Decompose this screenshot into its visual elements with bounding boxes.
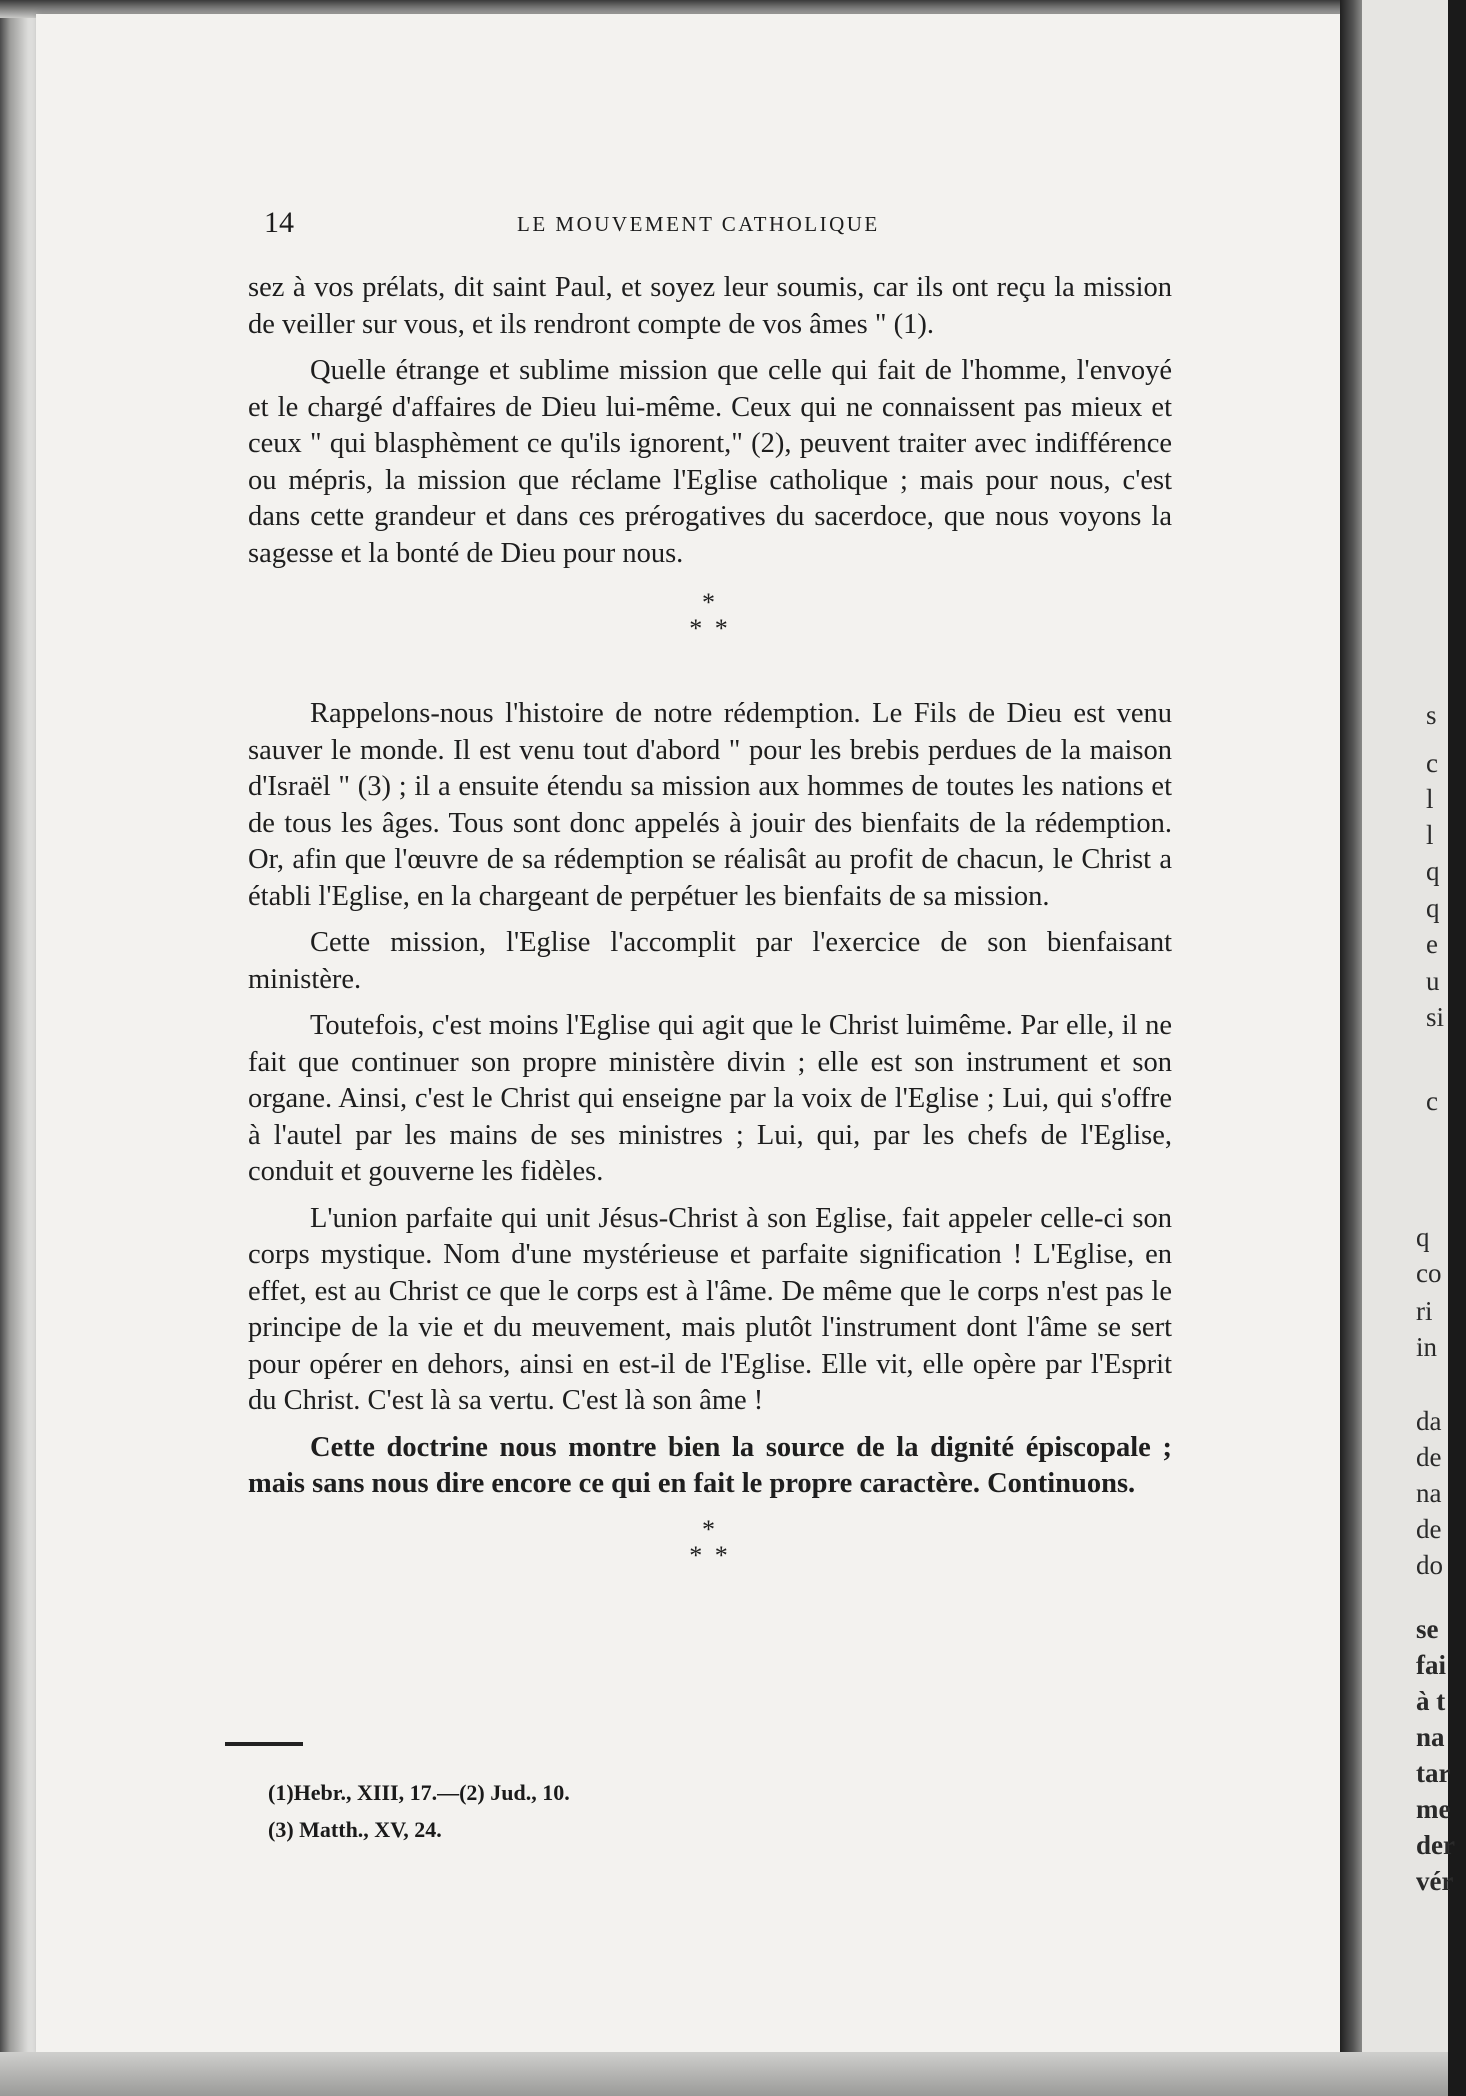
facing-fragment: na [1416, 1478, 1442, 1508]
page-number: 14 [264, 206, 294, 239]
facing-fragment: fai [1416, 1650, 1446, 1680]
facing-fragment: q [1416, 1222, 1430, 1252]
running-title: LE MOUVEMENT CATHOLIQUE [517, 212, 880, 236]
paragraph-6: L'union parfaite qui unit Jésus-Christ à son Eglise, fait appeler celle-ci son corps mystique. Nom d'une mystérieuse et parfaite signification ! L'Eglise, en effet, est au Christ ce que le corps est à l'âme. De même que le corps n'est pas le principe de la vie et du meuvement, mais plutôt l'instrument dont l'âme se sert pour opérer en dehors, ainsi en est-il de l'Eglise. Elle vit, elle opère par l'Esprit du Christ. C'est là sa vertu. C'est là son âme ! [248, 1202, 1172, 1416]
facing-page [1362, 0, 1455, 2096]
asterism-base: * * [689, 614, 731, 643]
facing-fragment: do [1416, 1550, 1443, 1580]
footnote-2: (3) Matth., XV, 24. [268, 1817, 442, 1842]
facing-fragment: u [1426, 966, 1440, 996]
facing-fragment: de [1416, 1442, 1442, 1472]
facing-fragment: l [1426, 820, 1434, 850]
facing-fragment: da [1416, 1406, 1442, 1436]
footnotes [268, 1774, 570, 1848]
facing-fragment: in [1416, 1332, 1438, 1362]
paragraph-1: sez à vos prélats, dit saint Paul, et soyez leur soumis, car ils ont reçu la mission de veiller sur vous, et ils rendront compte de vos âmes " (1). [248, 272, 1172, 340]
facing-fragment: q [1426, 856, 1440, 886]
body-text [248, 270, 1172, 1623]
facing-fragment: l [1426, 784, 1434, 814]
footnote-rule [225, 1742, 303, 1746]
asterism-divider [248, 588, 1172, 654]
facing-fragment: si [1426, 1002, 1445, 1032]
facing-fragment: q [1426, 893, 1440, 923]
facing-fragment: à t [1416, 1686, 1446, 1716]
scan-bottom-edge [0, 2052, 1448, 2096]
asterism-divider-end [248, 1514, 1172, 1581]
paragraph-3: Rappelons-nous l'histoire de notre rédemption. Le Fils de Dieu est venu sauver le monde. Il est venu tout d'abord " pour les brebis perdues de la maison d'Israël " (3) ; il a ensuite étendu sa mission aux hommes de toutes les nations et de tous les âges. Tous sont donc appelés à jouir des bienfaits de la rédemption. Or, afin que l'œuvre de sa rédemption se réalisât au profit de chacun, le Christ a établi l'Eglise, en la chargeant de perpétuer les bienfaits de sa mission. [248, 698, 1172, 912]
facing-fragment: s [1426, 700, 1437, 730]
paragraph-2: Quelle étrange et sublime mission que celle qui fait de l'homme, l'envoyé et le chargé d'affaires de Dieu lui-même. Ceux qui ne connaissent pas mieux et ceux " qui blasphèment ce qu'ils ignorent," (2), peuvent traiter avec indifférence ou mépris, la mission que réclame l'Eglise catholique ; mais pour nous, c'est dans cette grandeur et dans ces prérogatives du sacerdoce, que nous voyons la sagesse et la bonté de Dieu pour nous. [248, 355, 1172, 569]
footnote-1: (1)Hebr., XIII, 17.—(2) Jud., 10. [268, 1780, 570, 1805]
facing-fragment: me [1416, 1794, 1451, 1824]
paragraph-4: Cette mission, l'Eglise l'accomplit par l'exercice de son bienfaisant ministère. [248, 927, 1172, 995]
facing-fragment: co [1416, 1258, 1442, 1288]
facing-fragment: der [1416, 1830, 1455, 1860]
paragraph-5: Toutefois, c'est moins l'Eglise qui agit que le Christ luimême. Par elle, il ne fait que continuer son propre ministère divin ; elle est son instrument et son organe. Ainsi, c'est le Christ qui enseigne par la voix de l'Eglise ; Lui, qui s'offre à l'autel par les mains de ses ministres ; Lui, qui, par les chefs de l'Eglise, conduit et gouverne les fidèles. [248, 1010, 1172, 1187]
facing-fragment: c [1426, 1086, 1438, 1116]
facing-fragment: de [1416, 1514, 1442, 1544]
paragraph-7: Cette doctrine nous montre bien la source de la dignité épiscopale ; mais sans nous dire encore ce qui en fait le propre caractère. Continuons. [248, 1431, 1172, 1499]
asterism-top: * [702, 588, 718, 617]
facing-fragment: c [1426, 748, 1438, 778]
asterism-top-end: * [702, 1514, 718, 1544]
facing-fragment: tar [1416, 1758, 1451, 1788]
running-head [262, 206, 1182, 246]
facing-fragment: e [1426, 929, 1438, 959]
page-gutter [1340, 0, 1362, 2096]
asterism-base-end: * * [689, 1540, 731, 1570]
facing-fragment: na [1416, 1722, 1445, 1752]
facing-fragment: ri [1416, 1296, 1433, 1326]
facing-fragment: se [1416, 1614, 1439, 1644]
facing-fragment: vér [1416, 1866, 1454, 1896]
